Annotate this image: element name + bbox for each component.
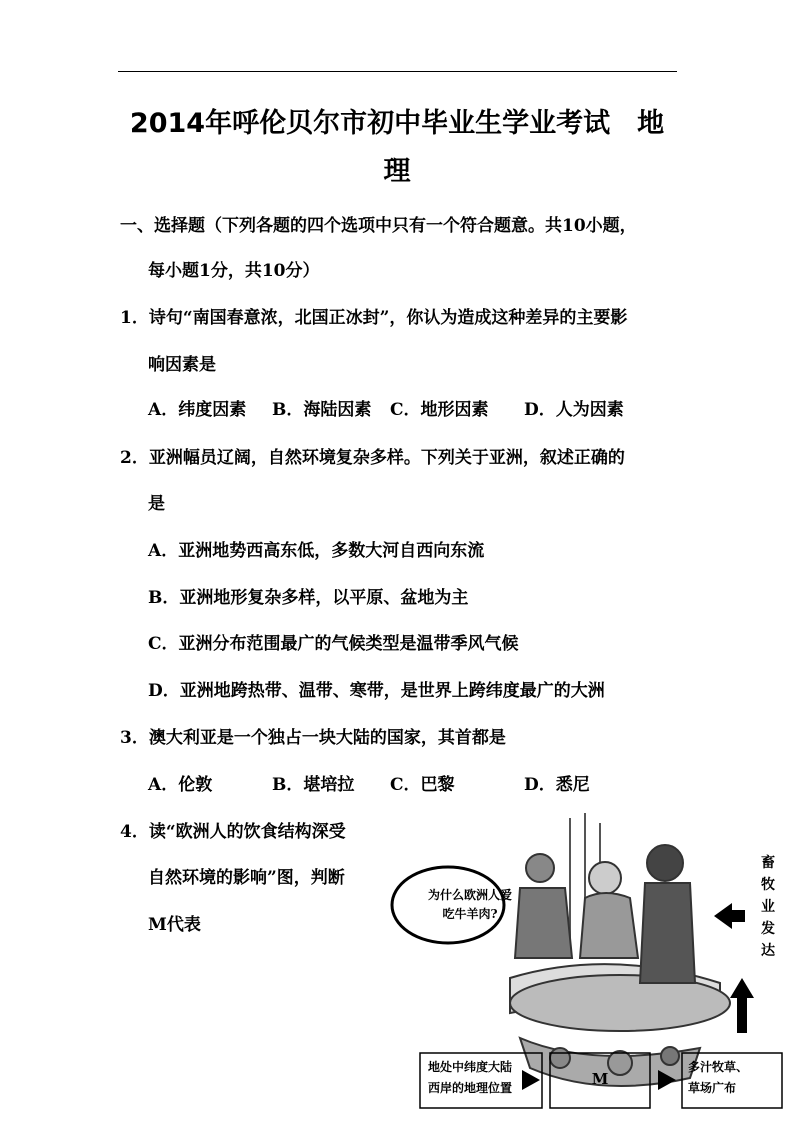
question-1-option-a: A．纬度因素	[148, 400, 247, 420]
question-2-option-a: A．亚洲地势西高东低，多数大河自西向东流	[148, 541, 485, 561]
up-arrow-icon	[730, 978, 754, 1033]
exam-title-line1: 2014年呼伦贝尔市初中毕业生学业考试 地	[129, 108, 665, 139]
exam-title-line2: 理	[383, 156, 411, 187]
right-vertical-label: 畜牧业发达	[761, 855, 775, 959]
question-2-option-b: B．亚洲地形复杂多样，以平原、盆地为主	[148, 588, 469, 608]
question-2-text-line1: 2．亚洲幅员辽阔，自然环境复杂多样。下列关于亚洲，叙述正确的	[120, 448, 625, 468]
question-4-text-line3: M代表	[148, 915, 201, 935]
question-3-option-a: A．伦敦	[148, 775, 213, 795]
section-heading-line1: 一、选择题（下列各题的四个选项中只有一个符合题意。共10小题，	[120, 216, 637, 236]
speech-text-line1: 为什么欧洲人爱	[427, 888, 512, 902]
section-heading-line2: 每小题1分，共10分）	[148, 261, 320, 281]
question-3-option-b: B．堪培拉	[272, 775, 355, 795]
header-rule	[118, 71, 677, 72]
question-2-option-d: D．亚洲地跨热带、温带、寒带，是世界上跨纬度最广的大洲	[148, 681, 605, 701]
question-1-text-line2: 响因素是	[148, 355, 216, 375]
bottom-left-text-line2: 西岸的地理位置	[428, 1081, 513, 1095]
question-3-option-c: C．巴黎	[390, 775, 455, 795]
question-1-option-c: C．地形因素	[390, 400, 489, 420]
bottom-left-text-line1: 地处中纬度大陆	[428, 1060, 513, 1074]
bottom-right-text-line1: 多汁牧草、	[688, 1060, 749, 1074]
left-arrow-icon	[714, 903, 745, 929]
speech-text-line2: 吃牛羊肉?	[442, 907, 498, 921]
question-1-text-line1: 1．诗句“南国春意浓，北国正冰封”，你认为造成这种差异的主要影	[120, 308, 628, 328]
question-1-option-b: B．海陆因素	[272, 400, 372, 420]
question-3-text-line1: 3．澳大利亚是一个独占一块大陆的国家，其首都是	[120, 728, 506, 748]
question-3-option-d: D．悉尼	[524, 775, 590, 795]
question-4-text-line1: 4．读“欧洲人的饮食结构深受	[120, 822, 346, 842]
bottom-middle-m: M	[591, 1070, 609, 1088]
bottom-right-text-line2: 草场广布	[688, 1081, 737, 1095]
question-1-option-d: D．人为因素	[524, 400, 624, 420]
question-4-text-line2: 自然环境的影响”图，判断	[148, 868, 345, 888]
question-2-text-line2: 是	[148, 494, 165, 514]
europe-diet-figure	[390, 808, 790, 1120]
question-2-option-c: C．亚洲分布范围最广的气候类型是温带季风气候	[148, 634, 519, 654]
